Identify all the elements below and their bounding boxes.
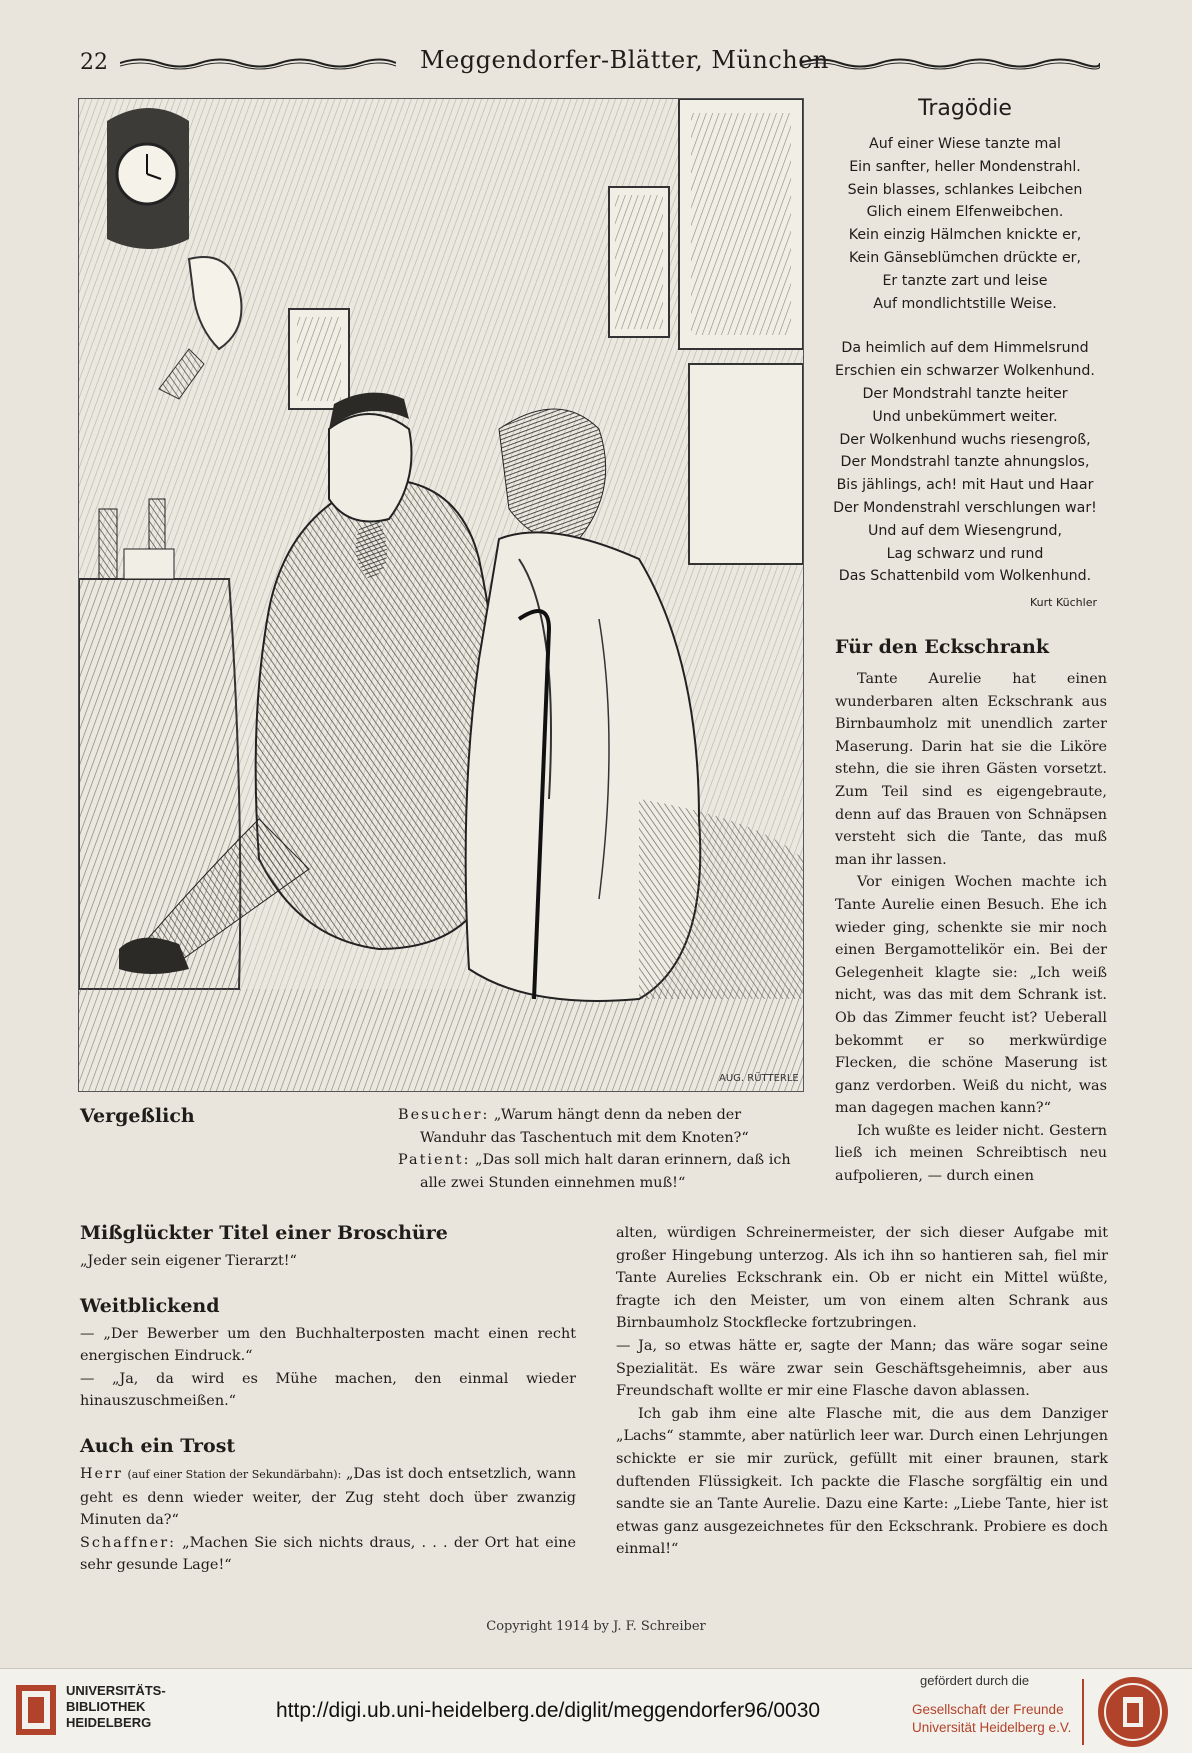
poem-author: Kurt Küchler	[1030, 596, 1097, 609]
sponsor-name-line: Universität Heidelberg e.V.	[912, 1720, 1072, 1735]
dialogue-line	[398, 1149, 798, 1194]
vergesslich-title: Vergeßlich	[80, 1105, 195, 1127]
poem-line: Der Wolkenhund wuchs riesengroß,	[839, 431, 1091, 448]
speaker-label: Patient:	[398, 1152, 471, 1169]
joke-line: „Jeder sein eigener Tierarzt!“	[80, 1253, 297, 1269]
poem-line: Der Mondstrahl tanzte heiter	[862, 385, 1068, 402]
library-logo-icon	[14, 1683, 58, 1737]
poem-line: Und auf dem Wiesengrund,	[868, 522, 1062, 539]
header-ornament-right	[800, 56, 1100, 70]
library-name-line: UNIVERSITÄTS-	[66, 1683, 166, 1698]
dialogue-text: „Das soll mich halt daran erinnern, daß ich alle zwei Stunden einnehmen muß!“	[420, 1152, 791, 1191]
missglueckter-title: Mißglückter Titel einer Broschüre	[80, 1222, 448, 1244]
weitblickend-title: Weitblickend	[80, 1294, 220, 1317]
eckschrank-paragraph: Ich gab ihm eine alte Flasche mit, die aus dem Danziger „Lachs“ stammte, aber natürlich leer war. Durch einen Lehrjungen schickte er sie mir zurück, gefüllt mit einer braunen, stark duftenden Flüssigkeit. Ich packte die Flasche sorgfältig ein und sandte sie an Tante Aurelie. Dazu eine Karte: „Liebe Tante, hier ist etwas ganz ausgezeichnetes für den Eckschrank. Probiere es doch einmal!“	[616, 1405, 1108, 1558]
illustration-drawing	[79, 99, 803, 1091]
poem-line: Er tanzte zart und leise	[882, 272, 1048, 289]
poem-line: Der Mondenstrahl verschlungen war!	[833, 499, 1097, 516]
stage-note: (auf einer Station der Sekundärbahn):	[127, 1467, 342, 1481]
funded-by-label: gefördert durch die	[920, 1673, 1030, 1688]
eckschrank-continuation	[616, 1222, 1108, 1561]
dialogue-text: „Das ist doch entsetzlich, wann geht es denn wieder weiter, der Zug steht doch über zwanzig Minuten da?“	[80, 1465, 576, 1529]
poem-line: Kein Gänseblümchen drückte er,	[848, 249, 1082, 266]
poem-body	[820, 133, 1110, 588]
stanza-gap	[820, 315, 1110, 337]
permalink-url[interactable]: http://digi.ub.uni-heidelberg.de/diglit/meggendorfer96/0030	[276, 1699, 821, 1722]
library-name-line: HEIDELBERG	[66, 1715, 152, 1730]
poem-line: Erschien ein schwarzer Wolkenhund.	[835, 363, 1095, 380]
page-number: 22	[80, 50, 108, 75]
left-column	[80, 1222, 576, 1599]
poem-line: Das Schattenbild vom Wolkenhund.	[838, 568, 1092, 585]
eckschrank-paragraph: Vor einigen Wochen machte ich Tante Aurelie einen Besuch. Ehe ich wieder ging, schenkte sie mir noch einen Bergamottelikör ein. Bei der Gelegenheit klagte sie: „Ich weiß nicht, was das mit dem Schrank ist. Ob das Zimmer feucht ist? Ueberall bekommt er so merkwürdige Flecken, die schöne Maserung ist ganz verdorben. Weiß du nicht, was man dagegen machen kann?“	[835, 874, 1107, 1117]
poem-line: Und unbekümmert weiter.	[872, 408, 1058, 425]
sponsor-name[interactable]	[912, 1701, 1071, 1737]
weitblickend-text	[80, 1323, 576, 1413]
speaker-label: Herr	[80, 1465, 123, 1482]
poem-line: Glich einem Elfenweibchen.	[866, 204, 1064, 221]
trost-text	[80, 1463, 576, 1577]
vergesslich-dialogue	[398, 1104, 798, 1194]
dialogue-line	[398, 1104, 798, 1149]
speaker-label: Besucher:	[398, 1107, 490, 1123]
missglueckter-text	[80, 1250, 576, 1273]
poem-line: Der Mondstrahl tanzte ahnungslos,	[840, 454, 1090, 471]
library-name-line: BIBLIOTHEK	[66, 1699, 146, 1714]
dialogue-text: „Warum hängt denn da neben der Wanduhr das Taschentuch mit dem Knoten?“	[420, 1107, 749, 1146]
eckschrank-paragraph: Tante Aurelie hat einen wunderbaren alten Eckschrank aus Birnbaumholz mit unendlich zarter Maserung. Darin hat sie die Liköre stehn, die sie ihren Gästen vorsetzt. Zum Teil sind es eigengebraute, denn auf das Brauen von Schnäpsen versteht sich die Tante, das muß man ihr lassen.	[835, 671, 1107, 868]
poem-line: Kein einzig Hälmchen knickte er,	[848, 227, 1082, 244]
eckschrank-title: Für den Eckschrank	[835, 636, 1049, 658]
eckschrank-paragraph: Ich wußte es leider nicht. Gestern ließ ich meinen Schreibtisch neu aufpolieren, — durch einen	[835, 1122, 1107, 1185]
joke-line	[80, 1532, 576, 1577]
eckschrank-column	[835, 668, 1107, 1188]
dialogue-text: „Machen Sie sich nichts draus, . . . der Ort hat eine sehr gesunde Lage!“	[80, 1534, 576, 1574]
poem-line: Auf einer Wiese tanzte mal	[869, 136, 1061, 152]
magazine-title: Meggendorfer-Blätter, München	[420, 46, 829, 74]
eckschrank-paragraph: — Ja, so etwas hätte er, sagte der Mann; das wäre sogar seine Spezialität. Es wäre zwar sein Geschäftsgeheimnis, aber aus Freundschaft wollte er mir eine Flasche davon ablassen.	[616, 1337, 1108, 1400]
illustration-signature: AUG. RÜTTERLE	[719, 1073, 799, 1084]
eckschrank-paragraph: alten, würdigen Schreinermeister, der sich dieser Aufgabe mit großer Hingebung unterzog. Als ich ihn so hantieren sah, fiel mir Tante Aurelies Eckschrank ein. Ob er nicht ein Mittel wüßte, fragte ich den Meister, um von einem alten Schrank aus Birnbaumholz Stockflecke fortzubringen.	[616, 1225, 1108, 1332]
joke-line	[80, 1463, 576, 1532]
joke-line: — „Der Bewerber um den Buchhalterposten macht einen recht energischen Eindruck.“	[80, 1325, 576, 1365]
speaker-label: Schaffner:	[80, 1534, 176, 1551]
header-ornament-left	[120, 56, 396, 70]
footer-divider	[1082, 1679, 1084, 1745]
joke-line: — „Ja, da wird es Mühe machen, den einmal wieder hinauszuschmeißen.“	[80, 1370, 576, 1410]
copyright-line: Copyright 1914 by J. F. Schreiber	[486, 1619, 706, 1634]
poem-title: Tragödie	[918, 96, 1012, 121]
poem-line: Sein blasses, schlankes Leibchen	[847, 181, 1083, 198]
university-seal-icon	[1096, 1675, 1170, 1749]
poem-line: Bis jählings, ach! mit Haut und Haar	[836, 477, 1094, 494]
library-name	[66, 1683, 166, 1731]
poem-line: Ein sanfter, heller Mondenstrahl.	[849, 158, 1081, 175]
poem-line: Auf mondlichtstille Weise.	[873, 295, 1057, 312]
digitization-footer	[0, 1668, 1192, 1753]
sponsor-name-line: Gesellschaft der Freunde	[912, 1702, 1064, 1717]
poem-line: Lag schwarz und rund	[886, 545, 1044, 562]
engraving-illustration	[78, 98, 804, 1092]
trost-title: Auch ein Trost	[80, 1434, 236, 1457]
poem-line: Da heimlich auf dem Himmelsrund	[841, 340, 1089, 357]
